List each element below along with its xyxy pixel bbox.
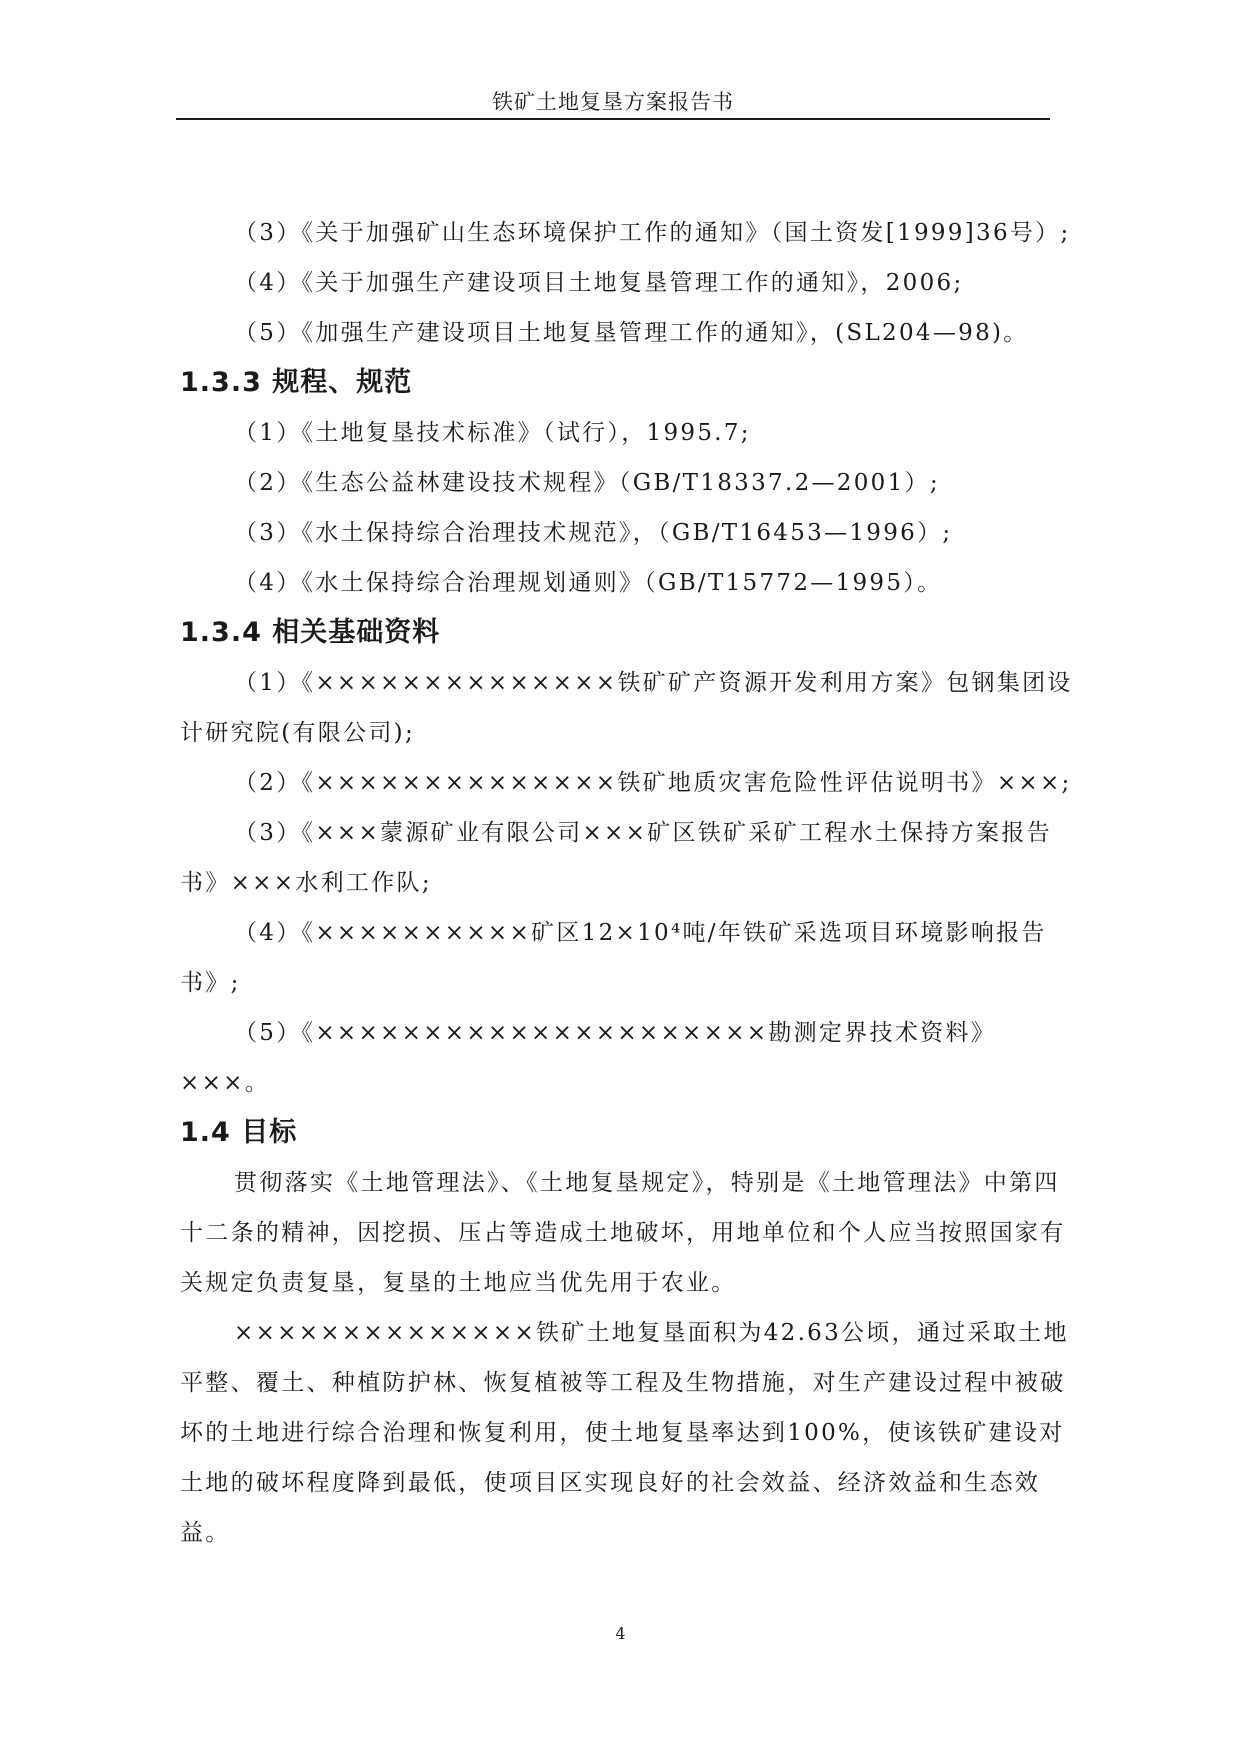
section-heading: 1.4 目标 [180,1117,298,1148]
paragraph: （2）《××××××××××××××铁矿地质灾害危险性评估说明书》×××; [234,770,1072,796]
paragraph: （3）《关于加强矿山生态环境保护工作的通知》（国土资发[1999]36号）; [234,220,1071,246]
paragraph: （4）《关于加强生产建设项目土地复垦管理工作的通知》，2006; [234,270,964,296]
paragraph: （5）《加强生产建设项目土地复垦管理工作的通知》，(SL204—98)。 [234,320,1029,346]
section-heading: 1.3.3 规程、规范 [180,367,413,398]
paragraph: （4）《水土保持综合治理规划通则》（GB/T15772—1995）。 [234,570,943,596]
paragraph: （1）《××××××××××××××铁矿矿产资源开发利用方案》包钢集团设计研究院(有限公司); [180,670,1073,746]
paragraph: （3）《水土保持综合治理技术规范》，（GB/T16453—1996）; [234,520,953,546]
paragraph: （2）《生态公益林建设技术规程》（GB/T18337.2—2001）; [234,470,940,496]
paragraph: （1）《土地复垦技术标准》（试行），1995.7; [234,420,751,446]
header-divider [176,118,1050,120]
paragraph: ××××××××××××××铁矿土地复垦面积为42.63公顷，通过采取土地平整、覆土、种植防护林、恢复植被等工程及生物措施，对生产建设过程中被破坏的土地进行综合治理和恢复利用，使土地复垦率达到100%，使该铁矿建设对土地的破坏程度降到最低，使项目区实现良好的社会效益、经济效益和生态效益。 [180,1320,1069,1546]
document-body [180,208,1080,1558]
document-header-title: 铁矿土地复垦方案报告书 [492,90,734,114]
paragraph: （5）《×××××××××××××××××××××勘测定界技术资料》×××。 [180,1020,997,1096]
paragraph: （4）《××××××××××矿区12×10⁴吨/年铁矿采选项目环境影响报告书》; [180,920,1047,996]
page-number: 4 [615,1624,626,1643]
paragraph: （3）《×××蒙源矿业有限公司×××矿区铁矿采矿工程水土保持方案报告书》×××水利工作队; [180,820,1052,896]
paragraph: 贯彻落实《土地管理法》、《土地复垦规定》，特别是《土地管理法》中第四十二条的精神，因挖损、压占等造成土地破坏，用地单位和个人应当按照国家有关规定负责复垦，复垦的土地应当优先用于农业。 [180,1170,1066,1296]
section-heading: 1.3.4 相关基础资料 [180,617,441,648]
